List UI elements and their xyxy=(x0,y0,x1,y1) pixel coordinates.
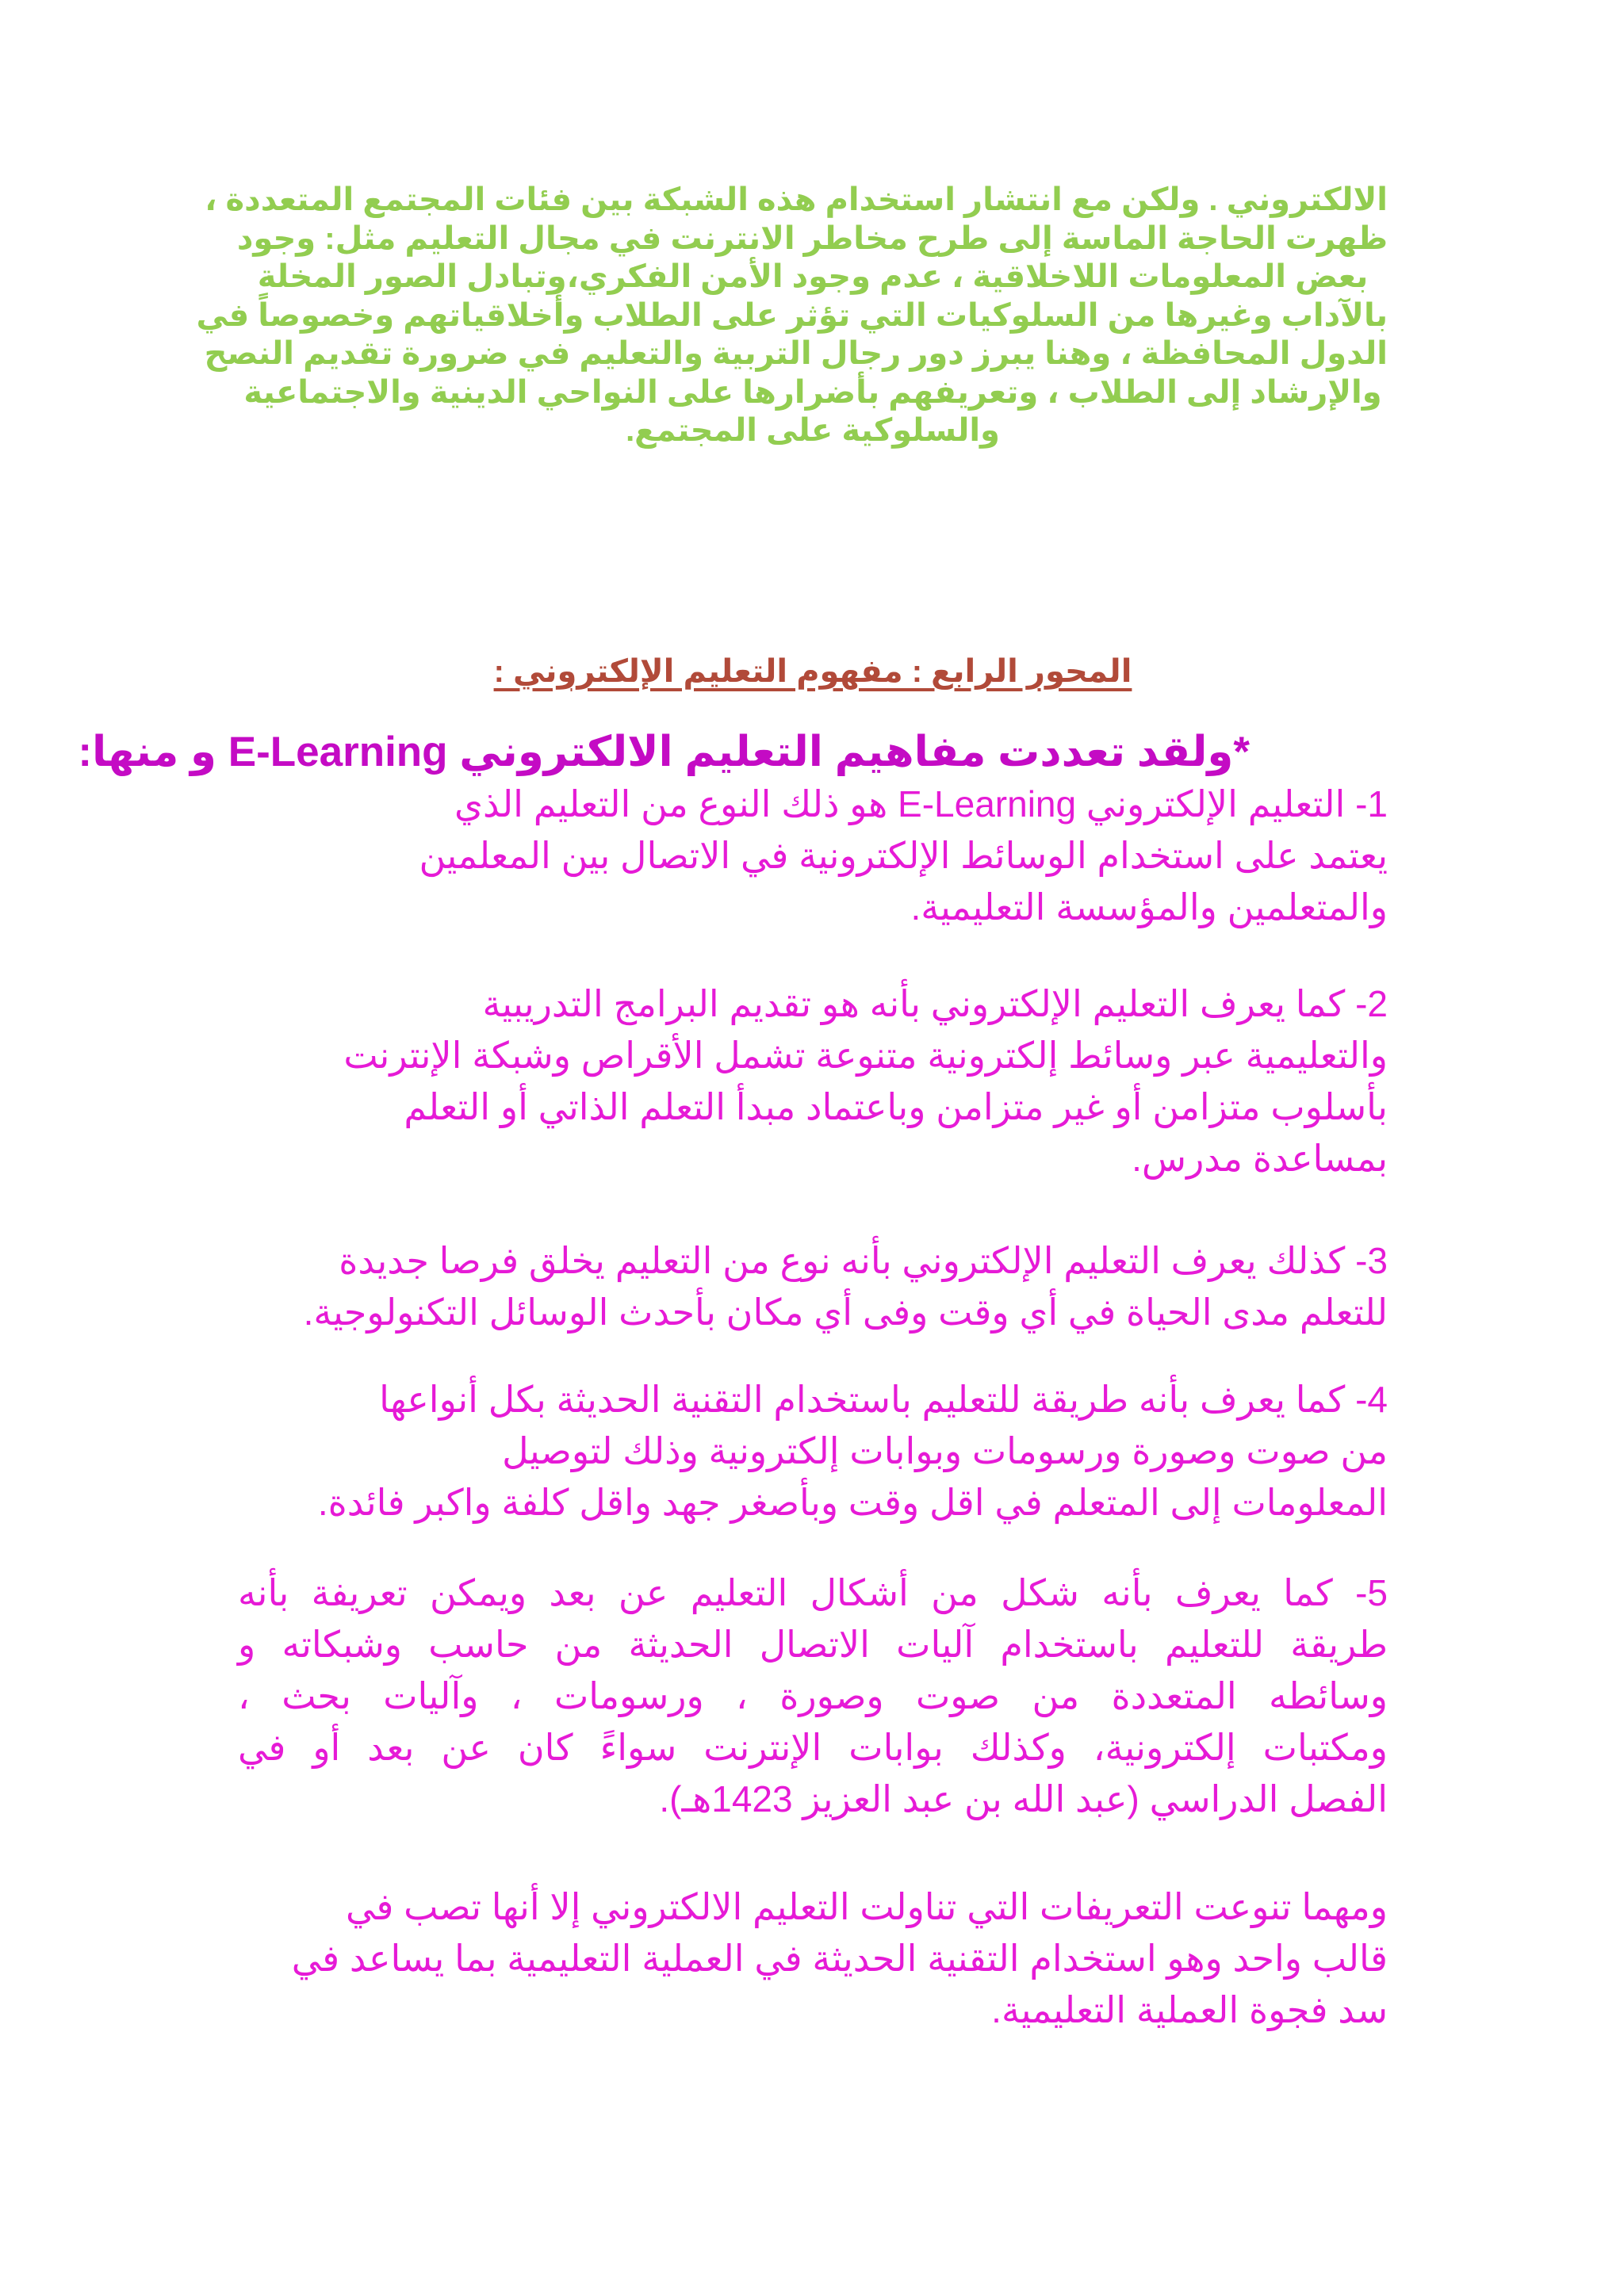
conclusion-paragraph xyxy=(238,1881,1388,2036)
concepts-prefix: *ولقد تعددت مفاهيم التعليم الالكتروني xyxy=(459,729,1250,775)
definition-1 xyxy=(238,779,1388,933)
concepts-suffix: و منها: xyxy=(78,729,217,775)
section-heading: المحور الرابع : مفهوم التعليم الإلكتروني : xyxy=(493,654,1132,689)
intro-line: الدول المحافظة ، وهنا يبرز دور رجال التربية والتعليم في ضرورة تقديم النصح xyxy=(204,336,1388,371)
intro-line: بالآداب وغيرها من السلوكيات التي تؤثر على الطلاب وأخلاقياتهم وخصوصاً في xyxy=(196,297,1388,333)
intro-line: والسلوكية على المجتمع. xyxy=(626,413,1000,448)
intro-line: ظهرت الحاجة الماسة إلى طرح مخاطر الانترنت في مجال التعليم مثل: وجود xyxy=(236,220,1388,256)
intro-paragraph xyxy=(196,181,1388,450)
definition-5-line: 5- كما يعرف بأنه شكل من أشكال التعليم عن بعد ويمكن تعريفة بأنه xyxy=(238,1572,1388,1613)
intro-line: والإرشاد إلى الطلاب ، وتعريفهم بأضرارها على النواحي الدينية والاجتماعية xyxy=(243,374,1382,410)
definition-5 xyxy=(238,1567,1388,1825)
definition-1-term: E-Learning xyxy=(898,783,1077,825)
conclusion-line: قالب واحد وهو استخدام التقنية الحديثة في العملية التعليمية بما يساعد في xyxy=(291,1938,1388,1979)
definition-2-line: والتعليمية عبر وسائط إلكترونية متنوعة تشمل الأقراص وشبكة الإنترنت xyxy=(343,1035,1388,1076)
intro-line: الالكتروني . ولكن مع انتشار استخدام هذه الشبكة بين فئات المجتمع المتعددة ، xyxy=(205,182,1388,217)
definition-3-line: للتعلم مدى الحياة في أي وقت وفى أي مكان بأحدث الوسائل التكنولوجية. xyxy=(303,1292,1388,1333)
definition-5-line: الفصل الدراسي (عبد الله بن عبد العزيز 1423هـ). xyxy=(659,1778,1388,1820)
definition-2 xyxy=(238,978,1388,1184)
definition-3-line: 3- كذلك يعرف التعليم الإلكتروني بأنه نوع من التعليم يخلق فرصا جديدة xyxy=(339,1240,1388,1281)
definition-4-line: المعلومات إلى المتعلم في اقل وقت وبأصغر جهد واقل كلفة واكبر فائدة. xyxy=(317,1482,1388,1523)
intro-line: بعض المعلومات اللاخلاقية ، عدم وجود الأمن الفكري،وتبادل الصور المخلة xyxy=(257,259,1369,294)
conclusion-line: سد فجوة العملية التعليمية. xyxy=(991,1989,1388,2030)
definition-1-line: والمتعلمين والمؤسسة التعليمية. xyxy=(910,886,1388,928)
conclusion-line: ومهما تنوعت التعريفات التي تناولت التعليم الالكتروني إلا أنها تصب في xyxy=(346,1886,1388,1927)
definition-5-line: وسائطه المتعددة من صوت وصورة ، ورسومات ، وآليات بحث ، xyxy=(238,1675,1388,1716)
definition-5-line: طريقة للتعليم باستخدام آليات الاتصال الحديثة من حاسب وشبكاته و xyxy=(238,1624,1388,1665)
definition-1-line: يعتمد على استخدام الوسائط الإلكترونية في الاتصال بين المعلمين xyxy=(419,835,1388,876)
definition-4-line: 4- كما يعرف بأنه طريقة للتعليم باستخدام التقنية الحديثة بكل أنواعها xyxy=(379,1379,1388,1420)
definition-5-line: ومكتبات إلكترونية، وكذلك بوابات الإنترنت سواءً كان عن بعد أو في xyxy=(238,1727,1388,1768)
definition-2-line: بأسلوب متزامن أو غير متزامن وباعتماد مبدأ التعلم الذاتي أو التعلم xyxy=(404,1086,1388,1127)
definition-4-line: من صوت وصورة ورسومات وبوابات إلكترونية وذلك لتوصيل xyxy=(502,1430,1388,1471)
definition-2-line: 2- كما يعرف التعليم الإلكتروني بأنه هو تقديم البرامج التدريبية xyxy=(482,983,1388,1024)
definition-2-line: بمساعدة مدرس. xyxy=(1132,1138,1388,1179)
definition-3 xyxy=(238,1235,1388,1338)
concepts-intro xyxy=(78,728,1250,777)
definition-1-line: 1- التعليم الإلكتروني E-Learning هو ذلك النوع من التعليم الذي xyxy=(454,783,1388,825)
concepts-term: E-Learning xyxy=(228,729,448,775)
definition-4 xyxy=(238,1374,1388,1529)
